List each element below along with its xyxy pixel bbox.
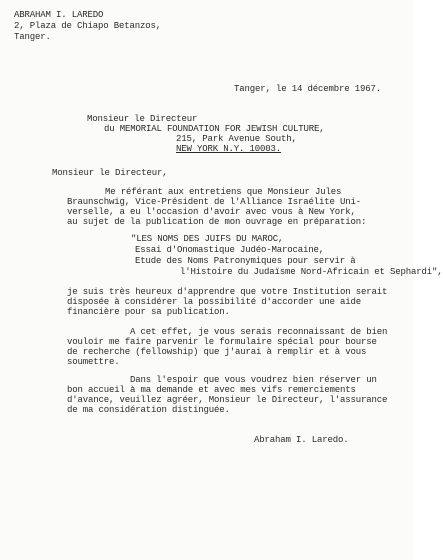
recipient-line-4: NEW YORK N.Y. 10003. (176, 144, 282, 154)
paragraph-3-line: de recherche (fellowship) que j'aurai à remplir et à vous (67, 347, 367, 357)
paragraph-4-line: bon accueil à ma demande et avec mes vifs remerciements (67, 385, 356, 395)
paragraph-3-line: vouloir me faire parvenir le formulaire spécial pour bourse (67, 337, 377, 347)
date-line: Tanger, le 14 décembre 1967. (234, 84, 382, 94)
book-title-line: l'Histoire du Judaïsme Nord-Africain et Sephardi", (180, 267, 443, 277)
paragraph-4-line: Dans l'espoir que vous voudrez bien réserver un (130, 375, 377, 385)
recipient-line-1: Monsieur le Directeur (87, 114, 198, 124)
sender-city: Tanger. (14, 32, 51, 42)
paragraph-3-line: soumettre. (67, 357, 120, 367)
book-title-line: "LES NOMS DES JUIFS DU MAROC, (131, 234, 284, 244)
paragraph-1-line: Me référant aux entretiens que Monsieur Jules (105, 187, 342, 197)
salutation: Monsieur le Directeur, (52, 168, 168, 178)
paragraph-2-line: je suis très heureux d'apprendre que votre Institution serait (67, 287, 388, 297)
sender-address: 2, Plaza de Chiapo Betanzos, (14, 21, 162, 31)
paragraph-3-line: A cet effet, je vous serais reconnaissant de bien (130, 327, 388, 337)
recipient-line-2: du MEMORIAL FOUNDATION FOR JEWISH CULTURE, (104, 124, 325, 134)
sender-name: ABRAHAM I. LAREDO (14, 10, 104, 20)
book-title-line: Essai d'Onomastique Judéo-Marocaine, (135, 245, 325, 255)
recipient-line-3: 215, Park Avenue South, (176, 134, 297, 144)
paragraph-1-line: au sujet de la publication de mon ouvrage en préparation: (67, 217, 367, 227)
paragraph-1-line: verselle, a eu l'occasion d'avoir avec vous à New York, (67, 207, 356, 217)
paragraph-4-line: de ma considération distinguée. (67, 405, 230, 415)
paragraph-2-line: disposée à considérer la possibilité d'accorder une aide (67, 297, 362, 307)
paragraph-2-line: financière pour sa publication. (67, 307, 230, 317)
paragraph-4-line: d'avance, veuillez agréer, Monsieur le Directeur, l'assurance (67, 395, 388, 405)
book-title-line: Etude des Noms Patronymiques pour servir à (135, 256, 356, 266)
signature: Abraham I. Laredo. (254, 435, 349, 445)
paragraph-1-line: Braunschwig, Vice-Président de l'Alliance Israélite Uni- (67, 197, 362, 207)
